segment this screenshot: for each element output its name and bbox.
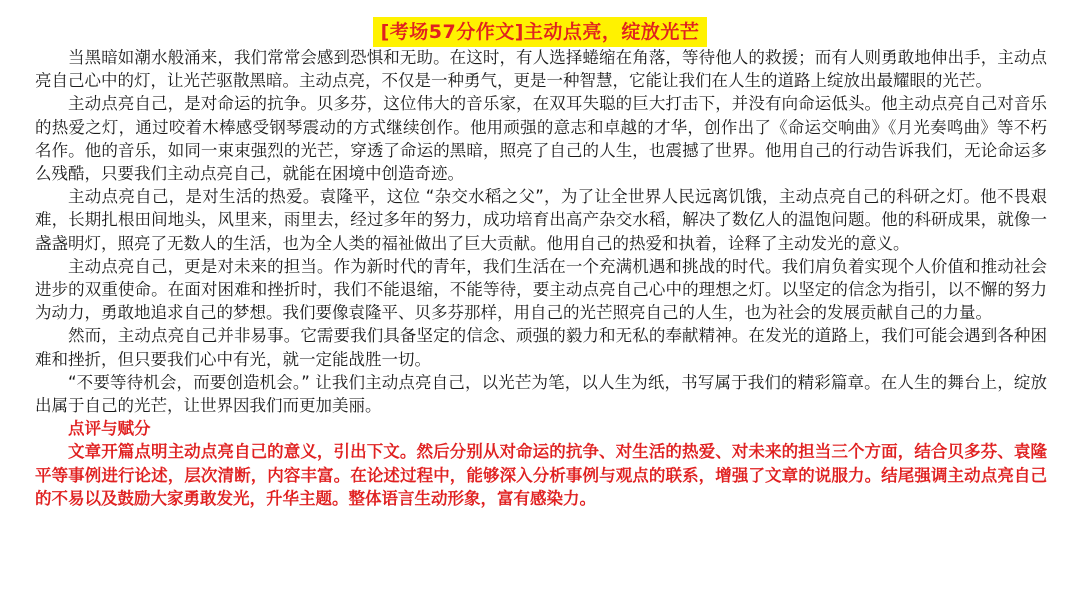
paragraph-fate: 主动点亮自己，是对命运的抗争。贝多芬，这位伟大的音乐家，在双耳失聪的巨大打击下，并没有向命运低头。他主动点亮自己对音乐的热爱之灯，通过咬着木棒感受钢琴震动的方式继续创作。他用顽强的意志和卓越的才华，创作出了《命运交响曲》《月光奏鸣曲》等不朽名作。他的音乐，如同一束束强烈的光芒，穿透了命运的黑暗，照亮了自己的人生，也震撼了世界。他用自己的行动告诉我们，无论命运多么残酷，只要我们主动点亮自己，就能在困境中创造奇迹。 bbox=[35, 94, 1047, 184]
paragraph-conclusion: “不要等待机会，而要创造机会。” 让我们主动点亮自己，以光芒为笔，以人生为纸，书写属于我们的精彩篇章。在人生的舞台上，绽放出属于自己的光芒，让世界因我们而更加美丽。 bbox=[35, 372, 1047, 416]
paragraph-life: 主动点亮自己，是对生活的热爱。袁隆平，这位 “杂交水稻之父”，为了让全世界人民远离饥饿，主动点亮自己的科研之灯。他不畏艰难，长期扎根田间地头，风里来，雨里去，经过多年的努力，成功培育出高产杂交水稻，解决了数亿人的温饱问题。他的科研成果，就像一盏盏明灯，照亮了无数人的生活，也为全人类的福祉做出了巨大贡献。他用自己的热爱和执着，诠释了主动发光的意义。 bbox=[35, 187, 1047, 253]
comment-body: 文章开篇点明主动点亮自己的意义，引出下文。然后分别从对命运的抗争、对生活的热爱、对未来的担当三个方面，结合贝多芬、袁隆平等事例进行论述，层次清断，内容丰富。在论述过程中，能够深入分析事例与观点的联系，增强了文章的说服力。结尾强调主动点亮自己的不易以及鼓励大家勇敢发光，升华主题。整体语言生动形象，富有感染力。 bbox=[35, 442, 1047, 508]
essay-body bbox=[35, 46, 1047, 510]
title-container bbox=[0, 17, 1080, 47]
paragraph-difficulty: 然而，主动点亮自己并非易事。它需要我们具备坚定的信念、顽强的毅力和无私的奉献精神。在发光的道路上，我们可能会遇到各种困难和挫折，但只要我们心中有光，就一定能战胜一切。 bbox=[35, 326, 1047, 369]
paragraph-intro: 当黑暗如潮水般涌来，我们常常会感到恐惧和无助。在这时，有人选择蜷缩在角落，等待他人的救援；而有人则勇敢地伸出手，主动点亮自己心中的灯，让光芒驱散黑暗。主动点亮，不仅是一种勇气，更是一种智慧，它能让我们在人生的道路上绽放出最耀眼的光芒。 bbox=[35, 48, 1047, 91]
paragraph-future: 主动点亮自己，更是对未来的担当。作为新时代的青年，我们生活在一个充满机遇和挑战的时代。我们肩负着实现个人价值和推动社会进步的双重使命。在面对困难和挫折时，我们不能退缩，不能等待，要主动点亮自己心中的理想之灯。以坚定的信念为指引，以不懈的努力为动力，勇敢地追求自己的梦想。我们要像袁隆平、贝多芬那样，用自己的光芒照亮自己的人生，也为社会的发展贡献自己的力量。 bbox=[35, 256, 1047, 323]
comment-heading: 点评与赋分 bbox=[68, 419, 151, 439]
essay-title: [考场57分作文]主动点亮，绽放光芒 bbox=[373, 17, 708, 47]
